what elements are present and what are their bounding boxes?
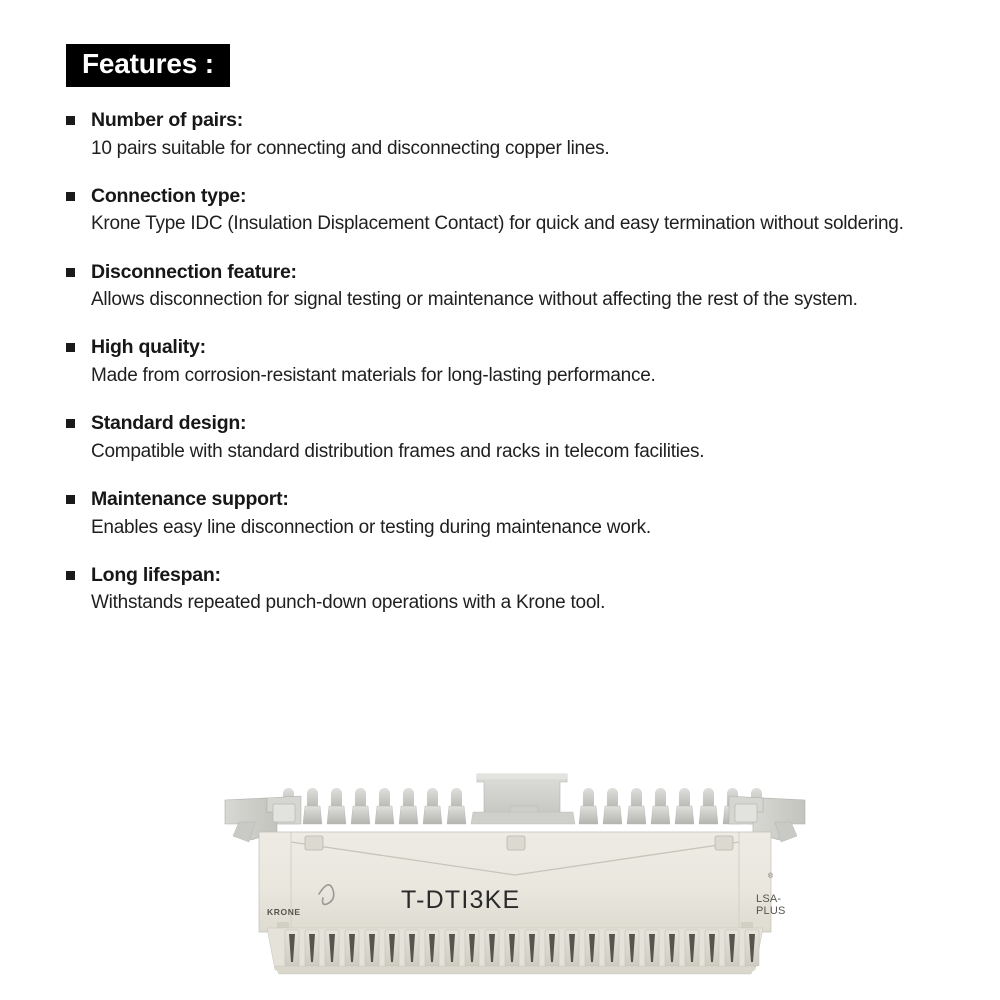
registered-trademark-icon: ®: [768, 873, 774, 880]
feature-description: Withstands repeated punch-down operations with a Krone tool.: [91, 592, 606, 614]
feature-title: Maintenance support:: [91, 487, 289, 510]
brand-lsa-line2: PLUS: [756, 905, 786, 917]
feature-title: Connection type:: [91, 184, 247, 207]
square-bullet-icon: [66, 495, 75, 504]
features-header-badge: [66, 44, 230, 87]
square-bullet-icon: [66, 268, 75, 277]
center-bridge: [471, 812, 575, 824]
brand-lsa-line1: LSA-: [756, 893, 782, 905]
handwritten-part-number: T-DTI3KE: [401, 886, 521, 914]
feature-description: Krone Type IDC (Insulation Displacement Contact) for quick and easy termination without soldering.: [91, 213, 904, 235]
features-list: [64, 107, 944, 638]
feature-title: High quality:: [91, 336, 206, 359]
krone-module-illustration: [215, 762, 815, 984]
feature-description: Made from corrosion-resistant materials for long-lasting performance.: [91, 365, 656, 387]
list-item: [64, 107, 944, 163]
list-item: [64, 562, 944, 618]
feature-description: 10 pairs suitable for connecting and disconnecting copper lines.: [91, 137, 610, 159]
page-title: Features :: [82, 48, 214, 79]
square-bullet-icon: [66, 571, 75, 580]
square-bullet-icon: [66, 116, 75, 125]
list-item: [64, 486, 944, 542]
product-image: [215, 762, 815, 984]
bottom-idc-contacts: [267, 928, 763, 974]
list-item: [64, 334, 944, 390]
feature-title: Disconnection feature:: [91, 260, 297, 283]
list-item: [64, 183, 944, 239]
square-bullet-icon: [66, 419, 75, 428]
list-item: [64, 259, 944, 315]
square-bullet-icon: [66, 192, 75, 201]
brand-krone-label: KRONE: [267, 907, 301, 917]
feature-title: Long lifespan:: [91, 563, 221, 586]
list-item: [64, 410, 944, 466]
feature-title: Number of pairs:: [91, 109, 244, 131]
feature-description: Allows disconnection for signal testing or maintenance without affecting the rest of the system.: [91, 289, 858, 311]
feature-description: Enables easy line disconnection or testing during maintenance work.: [91, 516, 651, 538]
feature-description: Compatible with standard distribution frames and racks in telecom facilities.: [91, 440, 705, 462]
feature-title: Standard design:: [91, 412, 247, 435]
square-bullet-icon: [66, 343, 75, 352]
module-body: [259, 832, 786, 932]
